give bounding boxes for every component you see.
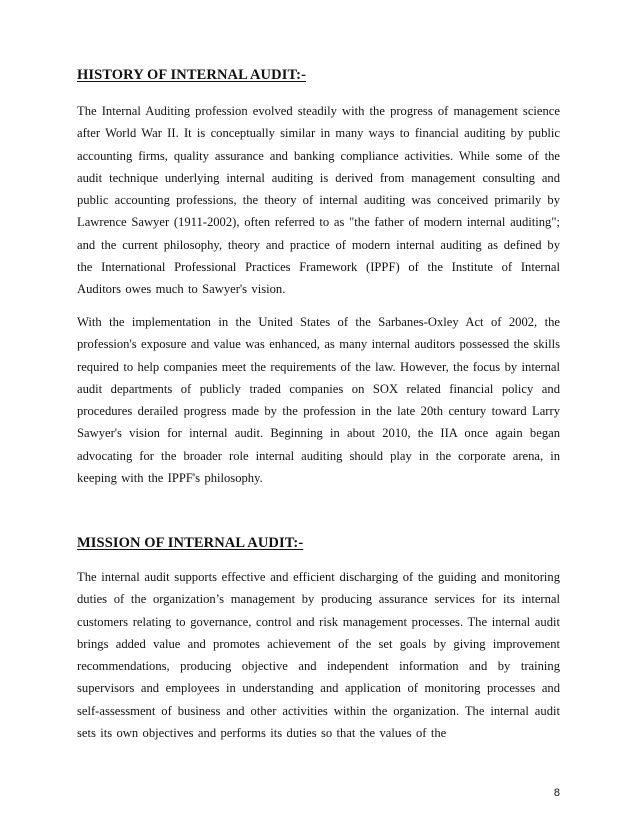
mission-paragraph-1: The internal audit supports effective and efficient discharging of the guiding and monitoring duties of the organization’s management by producing assurance services for its internal customers relating to governance, control and risk management processes. The internal audit brings added value and promotes achievement of the set goals by giving improvement recommendations, producing objective and independent information and by training supervisors and employees in understanding and application of monitoring processes and self-assessment of business and other activities within the organization. The internal audit sets its own objectives and performs its duties so that the values of the xyxy=(77,570,560,741)
section-heading-mission: MISSION OF INTERNAL AUDIT:- xyxy=(77,535,304,551)
history-paragraph-2: With the implementation in the United States of the Sarbanes-Oxley Act of 2002, the profession's exposure and value was enhanced, as many internal auditors possessed the skills required to help companies meet the requirements of the law. However, the focus by internal audit departments of publicly traded companies on SOX related financial policy and procedures derailed progress made by the profession in the late 20th century toward Larry Sawyer's vision for internal audit. Beginning in about 2010, the IIA once again began advocating for the broader role internal auditing should play in the corporate arena, in keeping with the IPPF's philosophy. xyxy=(77,315,560,486)
page-number: 8 xyxy=(553,787,560,799)
history-paragraph-1: The Internal Auditing profession evolved steadily with the progress of management science after World War II. It is conceptually similar in many ways to financial auditing by public accounting firms, quality assurance and banking compliance activities. While some of the audit technique underlying internal auditing is derived from management consulting and public accounting professions, the theory of internal auditing was conceived primarily by Lawrence Sawyer (1911-2002), often referred to as "the father of modern internal auditing"; and the current philosophy, theory and practice of modern internal auditing as defined by the International Professional Practices Framework (IPPF) of the Institute of Internal Auditors owes much to Sawyer's vision. xyxy=(77,104,560,297)
section-heading-history: HISTORY OF INTERNAL AUDIT:- xyxy=(77,67,306,83)
